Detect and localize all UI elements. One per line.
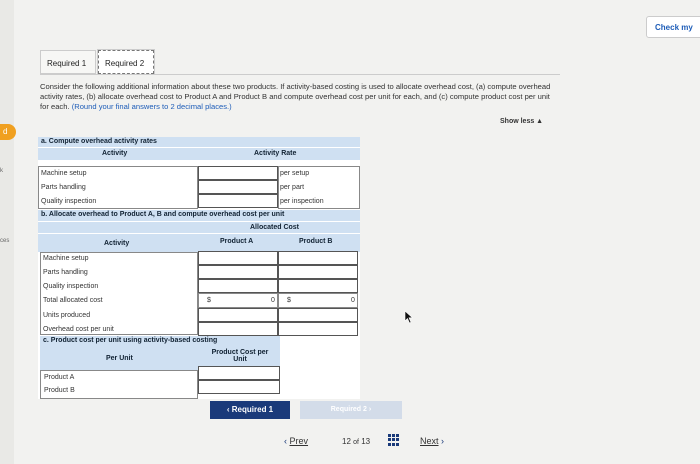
row-label: Machine setup xyxy=(43,255,89,262)
instructions xyxy=(40,82,556,112)
total-a-cell xyxy=(198,293,278,308)
row-label: Quality inspection xyxy=(41,198,97,205)
product-cost-a-input[interactable] xyxy=(198,366,280,380)
next-button[interactable] xyxy=(420,436,444,446)
section-a-title: a. Compute overhead activity rates xyxy=(38,137,360,147)
instructions-text: Consider the following additional information about these two products. If activity-based costing is used to allocate overhead cost, (a) compute overhead activity rates, (b) allocate overhead cost to Product A and Product B and compute overhead cost per unit for each, and (c) compute product cost per unit for each. xyxy=(40,82,551,111)
row-label: Parts handling xyxy=(43,269,88,276)
rate-input-inspection[interactable] xyxy=(198,194,278,208)
overhead-a-input[interactable] xyxy=(198,322,278,336)
col-per-unit: Per Unit xyxy=(106,355,133,362)
chevron-right-icon: › xyxy=(368,406,372,413)
required-1-label: Required 1 xyxy=(231,405,274,414)
prev-label: Prev xyxy=(289,436,309,446)
left-mark: k xyxy=(0,168,3,174)
col-activity: Activity xyxy=(102,150,128,157)
status-dot-icon[interactable]: d xyxy=(0,124,16,140)
chevron-right-icon: › xyxy=(441,436,445,446)
col-activity: Activity xyxy=(104,240,130,247)
prev-button[interactable] xyxy=(284,436,308,446)
units-b-input[interactable] xyxy=(278,308,358,322)
allocated-cost-header xyxy=(38,222,360,233)
col-product-a: Product A xyxy=(220,238,254,245)
alloc-b-parts-input[interactable] xyxy=(278,265,358,279)
currency-sign: $ xyxy=(287,297,291,304)
chevron-left-icon: ‹ xyxy=(226,405,230,414)
tab-required-2[interactable]: Required 2 xyxy=(98,50,154,74)
tab-divider xyxy=(40,74,560,75)
alloc-a-inspection-input[interactable] xyxy=(198,279,278,293)
page-current: 12 xyxy=(342,437,351,446)
section-c-title: c. Product cost per unit using activity-based costing xyxy=(40,336,280,346)
page-indicator xyxy=(342,437,370,446)
rate-unit: per setup xyxy=(280,170,310,177)
required-2-label: Required 2 xyxy=(330,406,367,413)
alloc-b-setup-input[interactable] xyxy=(278,251,358,265)
alloc-a-parts-input[interactable] xyxy=(198,265,278,279)
answer-panel xyxy=(38,137,360,399)
tab-required-1[interactable]: Required 1 xyxy=(40,50,96,74)
total-allocated-label: Total allocated cost xyxy=(43,297,103,304)
col-activity-rate: Activity Rate xyxy=(254,150,297,157)
required-2-button[interactable] xyxy=(300,401,402,419)
allocated-cost-label: Allocated Cost xyxy=(250,224,300,231)
alloc-b-inspection-input[interactable] xyxy=(278,279,358,293)
page-of: of xyxy=(353,439,359,446)
activity-col-border xyxy=(38,166,198,209)
units-produced-label: Units produced xyxy=(43,312,91,319)
required-1-button[interactable] xyxy=(210,401,290,419)
total-a-value: 0 xyxy=(271,297,275,304)
section-b-title: b. Allocate overhead to Product A, B and compute overhead cost per unit xyxy=(38,210,360,221)
row-label: Product A xyxy=(44,374,75,381)
col-product-cost: Product Cost per Unit xyxy=(211,349,269,363)
section-b-header xyxy=(38,234,360,252)
product-cost-b-input[interactable] xyxy=(198,380,280,394)
units-a-input[interactable] xyxy=(198,308,278,322)
show-less-link[interactable]: Show less ▲ xyxy=(500,118,544,125)
rounding-note: (Round your final answers to 2 decimal places.) xyxy=(71,102,232,111)
rate-unit: per part xyxy=(280,184,305,191)
grid-icon[interactable] xyxy=(388,434,400,446)
total-b-cell xyxy=(278,293,358,308)
next-label: Next xyxy=(420,436,439,446)
row-label: Product B xyxy=(44,387,75,394)
currency-sign: $ xyxy=(207,297,211,304)
row-label: Quality inspection xyxy=(43,283,99,290)
overhead-b-input[interactable] xyxy=(278,322,358,336)
left-mark: ces xyxy=(0,238,10,244)
row-label: Parts handling xyxy=(41,184,86,191)
total-b-value: 0 xyxy=(351,297,355,304)
col-product-b: Product B xyxy=(299,238,333,245)
chevron-left-icon: ‹ xyxy=(284,436,287,446)
section-a-header xyxy=(38,148,360,160)
activity-col-border xyxy=(40,252,198,335)
page-total: 13 xyxy=(361,437,371,446)
mouse-cursor-icon xyxy=(404,310,414,324)
row-label: Machine setup xyxy=(41,170,87,177)
rate-unit: per inspection xyxy=(280,198,324,205)
check-my-work-button[interactable]: Check my xyxy=(646,16,700,38)
overhead-per-unit-label: Overhead cost per unit xyxy=(43,326,114,333)
left-sidebar-strip xyxy=(0,0,14,464)
rate-input-parts[interactable] xyxy=(198,180,278,194)
rate-input-setup[interactable] xyxy=(198,166,278,180)
alloc-a-setup-input[interactable] xyxy=(198,251,278,265)
